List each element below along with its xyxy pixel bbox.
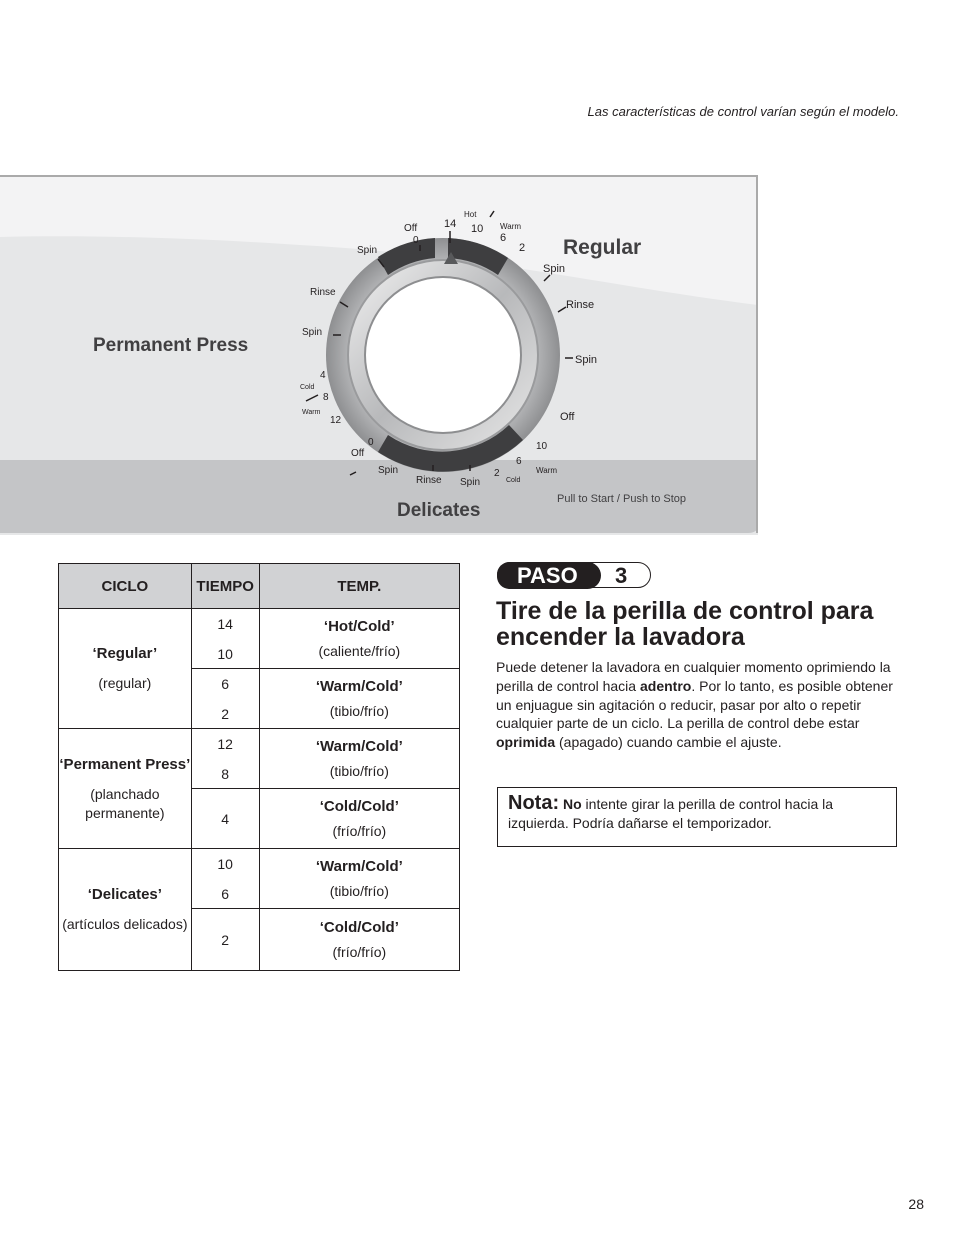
temp-subtitle: (tibio/frío)	[329, 703, 389, 719]
label-delicates: Delicates	[397, 500, 481, 521]
time-value: 8	[221, 765, 230, 782]
temp-name: ‘Cold/Cold’	[319, 798, 399, 815]
time-cell	[191, 609, 259, 669]
body-text: . Por lo tanto, es posible obtener un enjuague sin agitación o reducir, pasar por alto o repetir cualquier parte de un ciclo. La perilla de control debe estar	[496, 677, 893, 732]
step-badge	[497, 562, 651, 588]
cycle-name: ‘Regular’	[92, 645, 158, 662]
dial-label: 0	[413, 235, 419, 246]
body-paragraph	[496, 658, 906, 752]
dial-label: Cold	[506, 477, 521, 484]
dial-label: 6	[500, 232, 507, 244]
dial-face	[365, 277, 521, 433]
temp-name: ‘Warm/Cold’	[315, 858, 403, 875]
temp-subtitle: (tibio/frío)	[329, 763, 389, 779]
temp-name: ‘Cold/Cold’	[319, 919, 399, 936]
time-cell	[191, 849, 259, 909]
table-header-row	[59, 564, 460, 609]
temp-subtitle: (frío/frío)	[332, 823, 387, 839]
time-value: 4	[221, 810, 230, 827]
body-text: Puede detener la lavadora en cualquier momento oprimiendo la perilla de control hacia	[496, 659, 891, 694]
dial-label: Spin	[357, 245, 378, 256]
dial-label: Off	[404, 223, 418, 234]
temp-cell	[259, 669, 459, 729]
temp-cell	[259, 609, 459, 669]
table-row	[59, 609, 460, 669]
dial-label: Spin	[460, 477, 481, 488]
dial-label: Rinse	[566, 299, 595, 311]
model-caption: Las características de control varían según el modelo.	[587, 104, 899, 119]
header-tiempo: TIEMPO	[191, 564, 259, 609]
temp-cell	[259, 849, 459, 909]
dial-label: Off	[560, 411, 575, 423]
dial-label: 12	[330, 415, 342, 426]
table-row	[59, 849, 460, 909]
dial-label: 6	[516, 456, 522, 467]
dial-label: 14	[444, 218, 457, 230]
section-heading: Tire de la perilla de control para encender la lavadora	[496, 597, 874, 651]
header-ciclo: CICLO	[59, 564, 192, 609]
control-dial	[326, 238, 560, 472]
dial-label: 10	[471, 223, 484, 235]
dial-label: 2	[494, 468, 500, 479]
time-value: 10	[217, 645, 233, 662]
time-value: 2	[221, 705, 230, 722]
temp-cell	[259, 789, 459, 849]
cycle-subtitle: (artículos delicados)	[62, 916, 188, 932]
body-bold: adentro	[639, 677, 692, 694]
time-cell	[191, 909, 259, 971]
dial-label: Warm	[536, 466, 558, 475]
note-bold: No	[563, 796, 582, 812]
temp-name: ‘Hot/Cold’	[323, 618, 395, 635]
pull-push-label: Pull to Start / Push to Stop	[557, 493, 687, 505]
control-panel-illustration	[0, 175, 758, 535]
note-label: Nota:	[508, 792, 560, 814]
time-cell	[191, 729, 259, 789]
dial-label: Rinse	[310, 287, 336, 298]
dial-label: Spin	[575, 354, 598, 366]
temp-subtitle: (caliente/frío)	[318, 643, 401, 659]
time-value: 2	[221, 931, 230, 948]
temp-name: ‘Warm/Cold’	[315, 678, 403, 695]
label-permanent-press: Permanent Press	[93, 335, 249, 356]
time-value: 12	[217, 735, 233, 752]
cycle-cell-delicates	[59, 849, 192, 971]
temp-name: ‘Warm/Cold’	[315, 738, 403, 755]
cycle-subtitle: (regular)	[98, 675, 152, 691]
time-cell	[191, 669, 259, 729]
cycle-subtitle: (planchado permanente)	[85, 785, 165, 821]
dial-label: Spin	[302, 327, 323, 338]
page-number: 28	[908, 1196, 924, 1212]
time-value: 10	[217, 855, 233, 872]
temp-subtitle: (tibio/frío)	[329, 883, 389, 899]
temp-cell	[259, 729, 459, 789]
dial-label: Warm	[302, 409, 321, 416]
cycle-name: ‘Delicates’	[87, 886, 162, 903]
header-temp: TEMP.	[259, 564, 459, 609]
dial-label: Spin	[543, 263, 566, 275]
time-value: 6	[221, 675, 230, 692]
dial-label: 0	[368, 437, 374, 448]
dial-label: Off	[351, 448, 365, 459]
dial-label: 10	[536, 441, 548, 452]
time-value: 6	[221, 885, 230, 902]
time-cell	[191, 789, 259, 849]
cycle-table	[58, 563, 460, 971]
dial-label: Spin	[378, 465, 399, 476]
temp-subtitle: (frío/frío)	[332, 944, 387, 960]
label-regular: Regular	[563, 236, 642, 259]
step-label: PASO	[497, 562, 601, 589]
note-box	[497, 787, 897, 847]
dial-label: Warm	[500, 222, 522, 231]
step-number: 3	[615, 563, 628, 588]
cycle-cell-permanent	[59, 729, 192, 849]
dial-label: Rinse	[416, 475, 442, 486]
note-text: intente girar la perilla de control hacia la izquierda. Podría dañarse el temporizador.	[508, 796, 834, 831]
body-bold: oprimida	[496, 734, 556, 751]
cycle-cell-regular	[59, 609, 192, 729]
dial-label: 4	[320, 370, 326, 381]
table-row	[59, 729, 460, 789]
dial-label: Cold	[300, 384, 315, 391]
cycle-name: ‘Permanent Press’	[59, 755, 191, 773]
dial-label: Hot	[464, 210, 477, 219]
dial-label: 2	[519, 242, 526, 254]
dial-label: 8	[323, 392, 329, 403]
body-text: (apagado) cuando cambie el ajuste.	[555, 734, 782, 751]
temp-cell	[259, 909, 459, 971]
time-value: 14	[217, 615, 233, 632]
